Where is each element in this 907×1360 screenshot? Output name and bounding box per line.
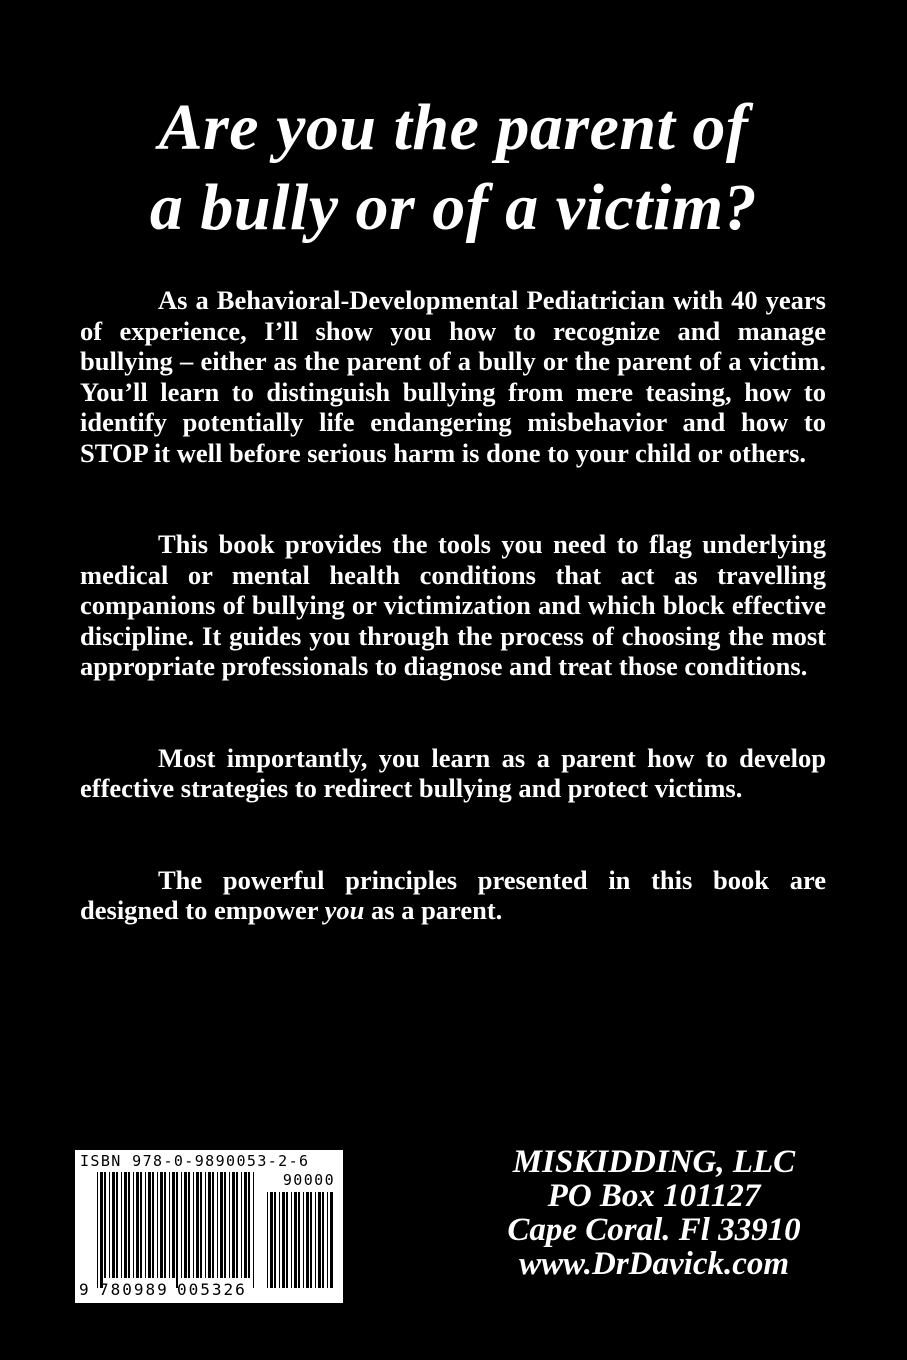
- barcode-bar: [109, 1172, 110, 1278]
- barcode-bar: [169, 1172, 170, 1278]
- barcode-bar: [315, 1192, 316, 1288]
- ean-bars: [97, 1172, 255, 1288]
- barcode-bar: [267, 1192, 268, 1288]
- barcode-bar: [196, 1172, 199, 1278]
- closing-emphasis: you: [324, 895, 365, 925]
- barcode-bar: [148, 1172, 151, 1278]
- barcode-bar: [124, 1172, 127, 1278]
- paragraph-closing: [80, 865, 826, 926]
- barcode-bar: [286, 1192, 288, 1288]
- barcode-bar: [176, 1172, 178, 1288]
- barcode-bar: [327, 1192, 328, 1288]
- back-cover-blurb: [80, 285, 826, 926]
- barcode-bar: [133, 1172, 134, 1278]
- barcode-bar: [282, 1192, 285, 1288]
- barcode-bar: [164, 1172, 166, 1278]
- closing-text-end: as a parent.: [364, 895, 503, 925]
- barcode-bar: [318, 1192, 321, 1288]
- barcode-bar: [220, 1172, 223, 1278]
- barcode-bar: [116, 1172, 118, 1278]
- isbn-barcode: [75, 1150, 343, 1303]
- barcode-bar: [310, 1192, 312, 1288]
- barcode-bar: [248, 1172, 250, 1278]
- barcode-bar: [181, 1172, 182, 1278]
- barcode-bar: [212, 1172, 214, 1278]
- barcode-bar: [244, 1172, 247, 1278]
- barcode-bar: [100, 1172, 103, 1288]
- publisher-address-line-1: PO Box 101127: [547, 1178, 761, 1214]
- barcode-bar: [152, 1172, 154, 1278]
- barcode-bar: [232, 1172, 235, 1278]
- paragraph-strategies: Most importantly, you learn as a parent how to develop effective strategies to redirect bullying and protect victims.: [80, 742, 826, 803]
- barcode-bar: [303, 1192, 304, 1288]
- barcode-bar: [205, 1172, 206, 1278]
- barcode-bar: [217, 1172, 218, 1278]
- barcode-bar: [322, 1192, 324, 1288]
- barcode-bar: [294, 1192, 297, 1288]
- publisher-website: www.DrDavick.com: [518, 1246, 790, 1282]
- publisher-name: MISKIDDING, LLC: [512, 1144, 796, 1180]
- barcode-bar: [136, 1172, 139, 1278]
- barcode-bar: [224, 1172, 226, 1278]
- headline-line-2: a bully or of a victim?: [149, 171, 758, 244]
- price-code-label: 90000: [282, 1171, 335, 1189]
- barcode-bar: [200, 1172, 202, 1278]
- headline: [60, 88, 847, 248]
- barcode-left-digits: 780989: [99, 1280, 169, 1299]
- barcode-bar: [253, 1172, 254, 1288]
- barcode-bar: [241, 1172, 242, 1278]
- barcode-bar: [270, 1192, 273, 1288]
- barcode-bar: [121, 1172, 122, 1278]
- closing-text-start: The powerful principles presented in this book are designed to empower: [80, 864, 826, 925]
- barcode-bar: [157, 1172, 158, 1278]
- barcode-right-digits: 005326: [177, 1280, 247, 1299]
- barcode-bar: [104, 1172, 106, 1278]
- barcode-bar: [97, 1172, 98, 1288]
- barcode-bar: [128, 1172, 130, 1278]
- barcode-bar: [298, 1192, 300, 1288]
- isbn-label: ISBN 978-0-9890053-2-6: [80, 1152, 310, 1170]
- barcode-bar: [274, 1192, 276, 1288]
- barcode-bar: [140, 1172, 142, 1278]
- barcode-bar: [306, 1192, 309, 1288]
- publisher-address-line-2: Cape Coral. Fl 33910: [507, 1212, 801, 1248]
- barcode-bar: [291, 1192, 292, 1288]
- barcode-bar: [193, 1172, 194, 1278]
- barcode-bar: [112, 1172, 115, 1278]
- barcode-bar: [188, 1172, 190, 1278]
- barcode-bar: [145, 1172, 146, 1278]
- addon-bars: [267, 1192, 335, 1288]
- paragraph-tools: This book provides the tools you need to flag underlying medical or mental health conditions that act as travelling companions of bullying or victimization and which block effective discipline. It guides you through the process of choosing the most appropriate professionals to diagnose and treat those conditions.: [80, 529, 826, 681]
- barcode-bar: [279, 1192, 280, 1288]
- barcode-bar: [160, 1172, 163, 1278]
- barcode-first-digit: 9: [79, 1280, 89, 1299]
- barcode-bar: [184, 1172, 187, 1278]
- barcode-bar: [172, 1172, 175, 1278]
- headline-line-1: Are you the parent of: [158, 91, 749, 164]
- barcode-bar: [236, 1172, 238, 1278]
- barcode-bar: [330, 1192, 333, 1288]
- barcode-bar: [208, 1172, 211, 1278]
- publisher-info: [440, 1145, 868, 1281]
- barcode-bar: [229, 1172, 230, 1278]
- paragraph-intro: As a Behavioral-Developmental Pediatrician with 40 years of experience, I’ll show you how to recognize and manage bullying – either as the parent of a bully or the parent of a victim. You’ll learn to distinguish bullying from mere teasing, how to identify potentially life endangering misbehavior and how to STOP it well before serious harm is done to your child or others.: [80, 285, 826, 468]
